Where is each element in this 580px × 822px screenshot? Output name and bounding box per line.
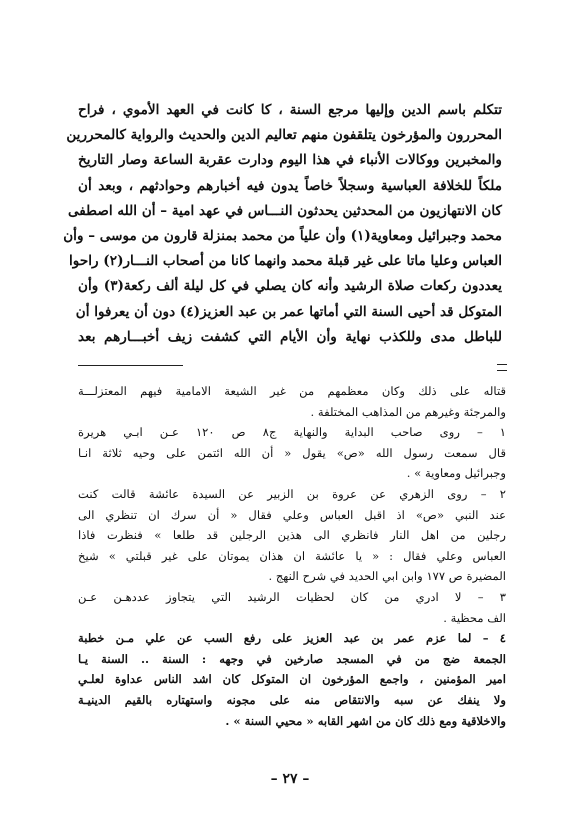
main-text-line: تتكلم باسم الدين وإليها مرجع السنة ، كا كانت في العهد الأموي ، فراح <box>78 102 502 118</box>
main-text-line: العباس وعليا ماتا على غير قبلة محمد وانهما كانا من أصحاب النـــار(٢) راحوا <box>69 253 502 270</box>
main-text <box>63 98 502 350</box>
footnote-continuation <box>78 381 506 422</box>
footnote-line: ٣ – لا ادري من كان لحظيات الرشيد التي يتجاوز عددهـن عـن <box>78 589 506 604</box>
main-text-line: للباطل مدى وللكذب نهاية وأن الأيام التي كشفت زيف أخبـــارهم بعد <box>78 328 502 345</box>
main-text-line: يعددون ركعات صلاة الرشيد وأنه كان يصلي في كل ليلة ألف ركعة(٣) وأن <box>78 278 502 295</box>
footnote-1 <box>78 422 506 484</box>
footnote-line: رجلين من اهل النار فانظري الى هذين الرجلين قد طلعا » فنظرت فاذا <box>78 528 506 543</box>
main-text-line: محمد وجبرائيل ومعاوية(١) وأن علياً من محمد بمنزلة قارون من موسى – وأن <box>63 228 502 245</box>
continuation-mark <box>497 364 507 371</box>
main-text-line: والمخبرين ووكالات الأنباء في هذا اليوم ودارت عقربة الساعة وصار التاريخ <box>78 152 502 169</box>
footnote-line: والاخلاقية ومع ذلك كان من اشهر القابه « محيي السنة » . <box>225 713 506 728</box>
main-text-line: المتوكل قد أحيى السنة التي أماتها عمر بن عبد العزيز(٤) دون أن يعرفوا أن <box>75 303 502 320</box>
main-text-line: كان الانتهازيون من المحدثين يحدثون النـــاس في عهد امية – أن الله اصطفى <box>67 202 502 219</box>
footnote-line: ١ – روى صاحب البداية والنهاية ج٨ ص ١٢٠ عـن ابـي هريرة <box>78 425 507 440</box>
footnote-line: عند النبي «ص» اذ اقبل العباس وعلي فقال « أن سرك ان تنظري الى <box>78 507 506 522</box>
footnote-line: قتاله على ذلك وكان معظمهم من غير الشيعة الامامية فيهم المعتزلـــة <box>78 384 506 398</box>
footnote-line: قال سمعت رسول الله «ص» يقول « أن الله ائتمن على وحيه ثلاثة انـا <box>78 445 506 460</box>
footnote-line: الجمعة ضج من في المسجد صارخين في وجهه : السنة .. السنة يـا <box>78 651 506 666</box>
footnote-line: ٤ – لما عزم عمر بن عبد العزيز على رفع السب عن علي مـن خطبة <box>78 631 506 646</box>
main-text-line: ملكاً للخلافة العباسية وسجلاً خاصاً يدون فيه أخبارهم وحوادثهم ، وبعد أن <box>78 177 502 194</box>
footnote-line: والمرجئة وغيرهم من المذاهب المختلفة . <box>310 404 506 419</box>
footnote-line: ولا ينفك عن سبه والانتقاص منه على مجونه واستهتاره بالقيم الدينيـة <box>78 692 506 707</box>
footnote-line: العباس وعلي فقال : « يا عائشة ان هذان يموتان على غير قبلتي » شيخ <box>78 548 506 563</box>
footnote-line: وجبرائيل ومعاوية » . <box>406 466 506 481</box>
footnote-line: المضيرة ص ١٧٧ وابن ابي الحديد في شرح النهج . <box>268 569 506 584</box>
footnote-line: امير المؤمنين ، واجمع المؤرخون ان المتوكل كان اشد الناس عداوة لعلـي <box>78 672 506 687</box>
footnote-line: الف محظية . <box>443 610 506 625</box>
footnote-divider <box>78 365 183 366</box>
footnotes <box>78 381 506 731</box>
main-text-line: المحررون والمؤرخون يتلقفون منهم تعاليم الدين والحديث والرواية كالمحررين <box>66 127 502 144</box>
footnote-4 <box>78 628 506 731</box>
footnote-line: ٢ – روى الزهري عن عروة بن الزبير عن السيدة عائشة قالت كنت <box>78 486 506 501</box>
page-number: – ٢٧ – <box>270 771 310 787</box>
footnote-3 <box>78 587 506 628</box>
footnote-2 <box>78 484 506 587</box>
